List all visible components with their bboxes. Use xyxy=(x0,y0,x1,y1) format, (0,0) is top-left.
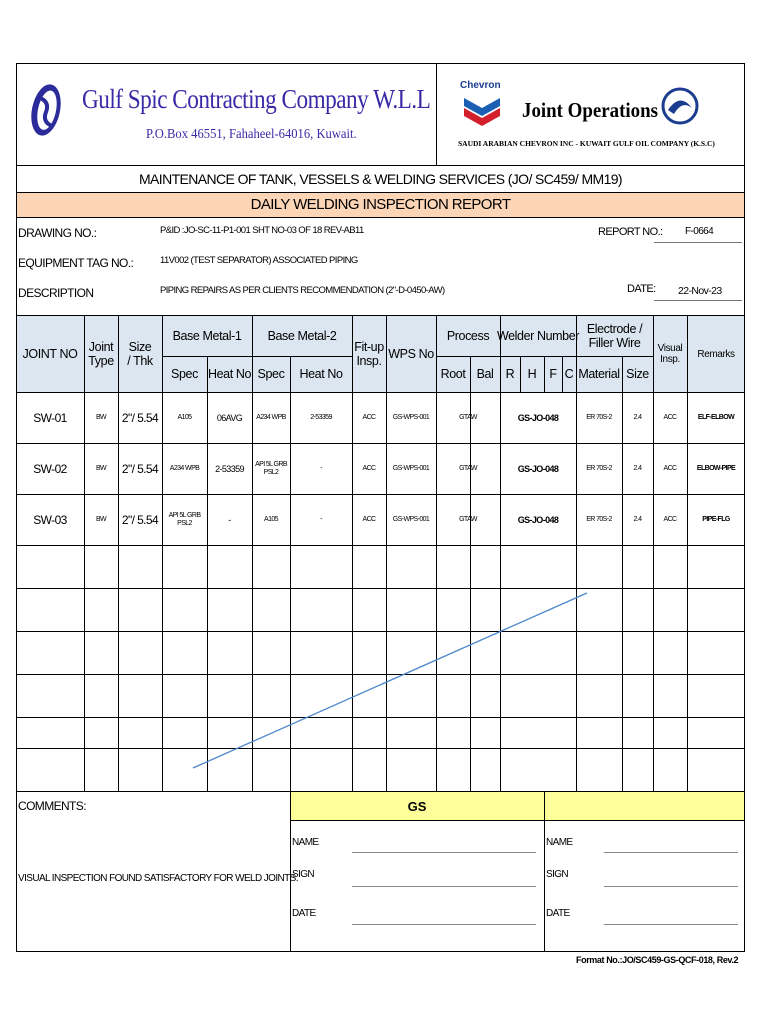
equipment-label: EQUIPMENT TAG NO.: xyxy=(18,256,134,270)
cell-joint-type: BW xyxy=(95,464,107,472)
cell-joint-no: SW-03 xyxy=(33,512,67,527)
report-value: F-0664 xyxy=(685,226,714,237)
drawing-label: DRAWING NO.: xyxy=(18,226,97,240)
company-name: Gulf Spic Contracting Company W.L.L xyxy=(82,84,431,114)
cell-material: ER 70S-2 xyxy=(586,413,612,421)
cell-heat-1: 2-53359 xyxy=(215,463,244,474)
date-label: DATE: xyxy=(627,283,656,295)
cell-welder: GS-JO-048 xyxy=(517,514,559,525)
comments-label: COMMENTS: xyxy=(18,799,86,813)
cell-joint-no: SW-02 xyxy=(33,461,67,476)
col-spec-2: Spec xyxy=(257,367,285,381)
col-h: H xyxy=(527,367,537,381)
sign-label-1: SIGN xyxy=(292,869,315,880)
divider xyxy=(352,886,536,887)
cell-visual: ACC xyxy=(663,413,677,421)
col-root: Root xyxy=(440,367,466,381)
cell-remarks: PIPE-FLG xyxy=(702,515,730,523)
format-number: Format No.:JO/SC459-GS-QCF-018, Rev.2 xyxy=(576,955,739,965)
name-label-2: NAME xyxy=(546,837,573,848)
name-label-1: NAME xyxy=(292,837,319,848)
col-spec-1: Spec xyxy=(171,367,198,381)
cell-welder: GS-JO-048 xyxy=(517,463,559,474)
cell-material: ER 70S-2 xyxy=(586,464,612,472)
col-wps: WPS No xyxy=(388,347,434,361)
col-c: C xyxy=(564,367,574,381)
report-title: DAILY WELDING INSPECTION REPORT xyxy=(250,196,511,213)
description-label: DESCRIPTION xyxy=(18,286,94,300)
cell-wps: GS-WPS-001 xyxy=(392,413,430,421)
col-bal: Bal xyxy=(476,367,494,381)
cell-size: 2"/ 5.54 xyxy=(121,461,159,476)
cell-size: 2"/ 5.54 xyxy=(121,512,159,527)
cell-spec-2: API 5L GRB PSL2 xyxy=(255,460,287,476)
cell-size: 2"/ 5.54 xyxy=(121,410,159,425)
cell-welder: GS-JO-048 xyxy=(517,412,559,423)
col-heat-2: Heat No xyxy=(299,367,343,381)
cell-process: GTAW xyxy=(459,515,477,523)
gs-label: GS xyxy=(407,798,427,814)
cell-filler-size: 2.4 xyxy=(633,413,642,421)
cell-filler-size: 2.4 xyxy=(633,464,642,472)
sign-label-2: SIGN xyxy=(546,869,569,880)
col-material: Material xyxy=(578,367,620,381)
col-r: R xyxy=(505,367,515,381)
cell-spec-1: A105 xyxy=(177,413,192,421)
col-welder-number: Welder Number xyxy=(496,329,580,343)
comment-text: VISUAL INSPECTION FOUND SATISFACTORY FOR WELD JOINTS. xyxy=(18,873,298,884)
cell-joint-type: BW xyxy=(95,413,107,421)
col-electrode-l2: Filler Wire xyxy=(588,336,641,350)
col-electrode-l1: Electrode / xyxy=(586,322,643,336)
cell-visual: ACC xyxy=(663,464,677,472)
col-remarks: Remarks xyxy=(697,348,735,360)
cell-remarks: ELF-ELBOW xyxy=(697,413,735,421)
cell-process: GTAW xyxy=(459,464,477,472)
cell-remarks: ELBOW-PIPE xyxy=(696,464,736,472)
description-value: PIPING REPAIRS AS PER CLIENTS RECOMMENDATION (2"-D-0450-AW) xyxy=(160,285,445,296)
divider xyxy=(352,852,536,853)
divider xyxy=(352,924,536,925)
cell-visual: ACC xyxy=(663,515,677,523)
col-size-l2: / Thk xyxy=(127,354,153,368)
divider xyxy=(290,820,745,821)
cell-heat-1: - xyxy=(228,514,231,525)
col-joint-type-l1: Joint xyxy=(88,340,114,354)
col-fitup-l1: Fit-up xyxy=(354,340,384,354)
col-joint-type-l2: Type xyxy=(88,354,114,368)
col-heat-1: Heat No xyxy=(207,367,252,381)
col-visual-l1: Visual xyxy=(657,343,683,354)
cell-wps: GS-WPS-001 xyxy=(392,464,430,472)
drawing-value: P&ID :JO-SC-11-P1-001 SHT NO-03 OF 18 REV-AB11 xyxy=(160,225,364,236)
cell-process: GTAW xyxy=(459,413,477,421)
col-base-metal-1: Base Metal-1 xyxy=(172,329,242,343)
cell-fitup: ACC xyxy=(362,464,376,472)
cell-heat-2: - xyxy=(320,464,322,472)
date-label-2: DATE xyxy=(546,908,570,919)
divider xyxy=(604,852,738,853)
cell-spec-1: API 5L GRB PSL2 xyxy=(168,511,201,527)
col-process: Process xyxy=(446,329,490,343)
cell-fitup: ACC xyxy=(362,515,376,523)
joint-ops-subtitle: SAUDI ARABIAN CHEVRON INC - KUWAIT GULF OIL COMPANY (K.S.C) xyxy=(458,139,715,148)
divider xyxy=(604,886,738,887)
cell-heat-2: - xyxy=(320,515,322,523)
cell-joint-type: BW xyxy=(95,515,107,523)
col-size-l1: Size xyxy=(128,340,152,354)
col-f: F xyxy=(549,367,557,381)
col-filler-size: Size xyxy=(626,367,649,381)
col-base-metal-2: Base Metal-2 xyxy=(267,329,337,343)
cell-joint-no: SW-01 xyxy=(33,410,67,425)
joint-ops-title: Joint Operations xyxy=(522,98,658,122)
cell-spec-2: A105 xyxy=(264,515,278,523)
chevron-label: Chevron xyxy=(460,80,501,91)
equipment-value: 11V002 (TEST SEPARATOR) ASSOCIATED PIPING xyxy=(160,255,358,266)
cell-wps: GS-WPS-001 xyxy=(392,515,430,523)
cell-spec-1: A234 WPB xyxy=(169,464,200,472)
cell-heat-1: 06AVG xyxy=(216,412,243,423)
col-fitup-l2: Insp. xyxy=(356,354,382,368)
date-label-1: DATE xyxy=(292,908,316,919)
date-value: 22-Nov-23 xyxy=(678,285,722,297)
cell-heat-2: 2-53359 xyxy=(310,413,332,421)
report-label: REPORT NO.: xyxy=(598,226,663,238)
company-address: P.O.Box 46551, Fahaheel-64016, Kuwait. xyxy=(146,127,357,142)
divider xyxy=(604,924,738,925)
cell-material: ER 70S-2 xyxy=(586,515,612,523)
cell-spec-2: A234 WPB xyxy=(256,413,286,421)
col-visual-l2: Insp. xyxy=(660,354,680,365)
cell-filler-size: 2.4 xyxy=(633,515,642,523)
divider xyxy=(544,791,545,952)
cell-fitup: ACC xyxy=(362,413,376,421)
project-title: MAINTENANCE OF TANK, VESSELS & WELDING SERVICES (JO/ SC459/ MM19) xyxy=(138,171,622,187)
col-joint-no: JOINT NO xyxy=(22,347,78,361)
